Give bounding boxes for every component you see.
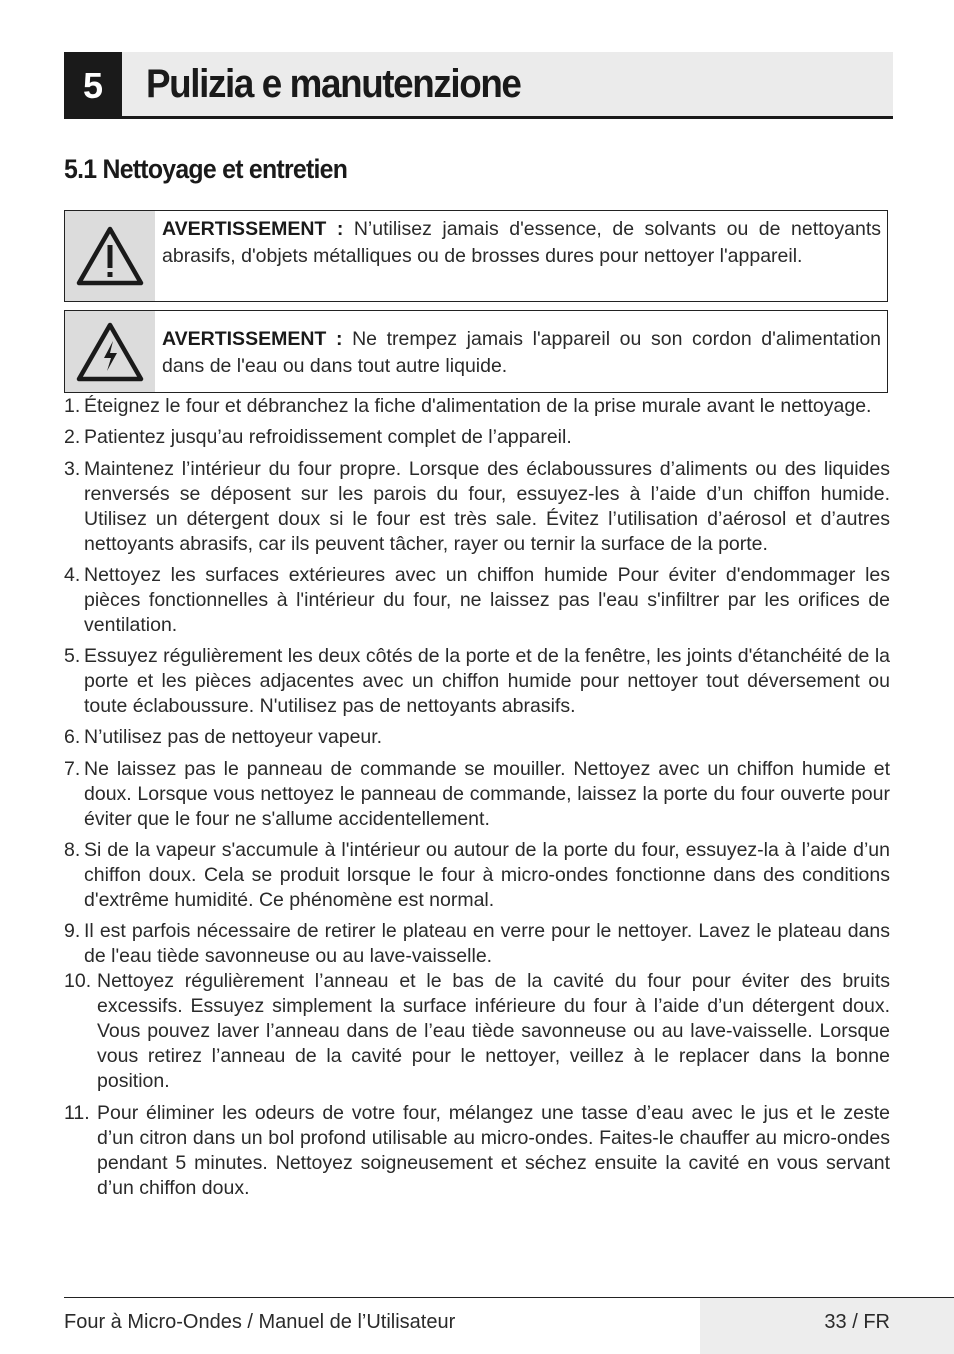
footer-document-title: Four à Micro-Ondes / Manuel de l’Utilisateur [64,1311,456,1333]
warning-label: AVERTISSEMENT : [162,218,344,240]
warning-box-water [64,310,888,393]
warning-label: AVERTISSEMENT : [162,328,343,350]
electric-shock-icon [75,321,145,383]
list-item: 8. Si de la vapeur s'accumule à l'intérieur ou autour de la porte du four, essuyez-la à l’aide d’un chiffon doux. Cela se produit lorsque le four à micro-ondes fonctionne dans des conditions d'extrême humidité. Ce phénomène est normal. [64,839,890,912]
chapter-header [64,52,893,119]
warning-text: Ne trempez jamais l'appareil ou son cordon d'alimentation dans de l'eau ou dans tout autre liquide. [162,328,882,377]
list-item: 6. N’utilisez pas de nettoyeur vapeur. [64,726,383,749]
list-item: 4. Nettoyez les surfaces extérieures avec un chiffon humide Pour éviter d'endommager les pièces fonctionnelles à l'intérieur du four, ne laissez pas l'eau s'infiltrer par les orifices de ventilation. [64,563,890,636]
chapter-title: Pulizia e manutenzione [146,62,521,106]
chapter-number: 5 [64,52,122,119]
list-item: 10. Nettoyez régulièrement l’anneau et le bas de la cavité du four pour éviter des bruits excessifs. Essuyez simplement la surface inférieure du four à l’aide d’un détergent doux. Vous pouvez laver l’anneau dans de l’eau tiède savonneuse ou au lave-vaisselle. Lorsque vous retirez l’anneau de la cavité pour le nettoyer, veillez à le replacer dans la bonne position. [64,970,890,1093]
list-item: 9. Il est parfois nécessaire de retirer le plateau en verre pour le nettoyer. Lavez le plateau dans de l'eau tiède savonneuse ou au lave-vaisselle. [64,920,890,968]
section-title: 5.1 Nettoyage et entretien [64,154,348,184]
cleaning-steps-list [64,394,890,1207]
page-number: 33 / FR [824,1311,890,1333]
list-item: 7. Ne laissez pas le panneau de commande se mouiller. Nettoyez avec un chiffon humide et doux. Lorsque vous nettoyez le panneau de commande, laissez la porte du four ouverte pour éviter que le four ne s'allume accidentellement. [64,757,890,830]
warning-box-solvents [64,210,888,302]
list-item: 2. Patientez jusqu’au refroidissement complet de l’appareil. [64,426,572,449]
list-item: 11. Pour éliminer les odeurs de votre four, mélangez une tasse d’eau avec le jus et le zeste d’un citron dans un bol profond utilisable au micro-ondes. Faites-le chauffer au micro-ondes pendant 5 minutes. Nettoyez soigneusement et séchez ensuite la cavité en vous servant d’un chiffon doux. [64,1101,890,1199]
list-item: 1. Éteignez le four et débranchez la fiche d'alimentation de la prise murale avant le nettoyage. [64,395,872,417]
list-item: 5. Essuyez régulièrement les deux côtés de la porte et de la fenêtre, les joints d'étanchéité de la porte et les pièces adjacentes avec un chiffon humide pour nettoyer tout déversement ou toute éclaboussure. N'utilisez pas de nettoyants abrasifs. [64,645,890,718]
list-item: 3. Maintenez l’intérieur du four propre. Lorsque des éclaboussures d’aliments ou des liquides renversés se déposent sur les parois du four, essuyez-les à l’aide d’un chiffon humide. Utilisez un détergent doux si le four est très sale. Évitez l’utilisation d’aérosol et d’autres nettoyants abrasifs, car ils peuvent tâcher, rayer ou ternir la surface de la porte. [64,457,890,555]
warning-triangle-icon [75,225,145,287]
warning-text: N’utilisez jamais d'essence, de solvants ou de nettoyants abrasifs, d'objets métalliques ou de brosses dures pour nettoyer l'appareil. [162,218,881,267]
